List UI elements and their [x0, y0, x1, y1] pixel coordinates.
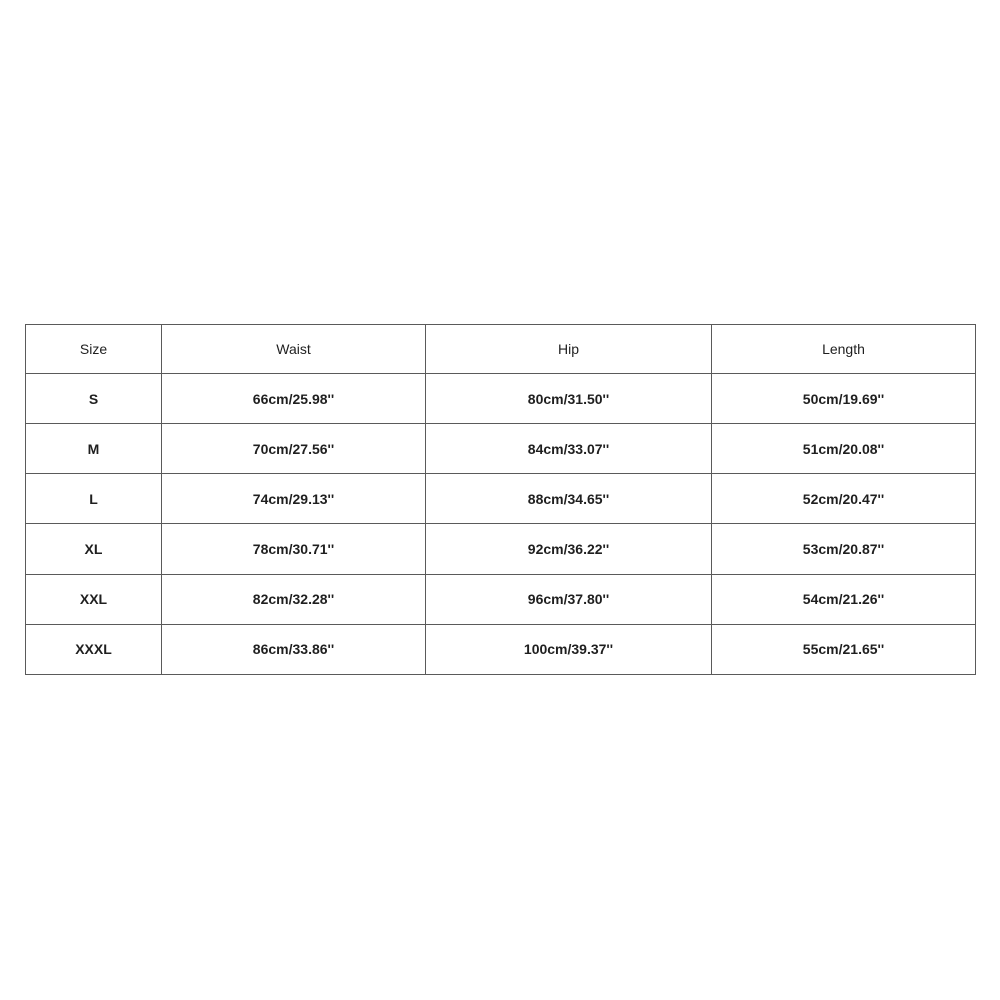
cell-hip: 100cm/39.37''	[426, 624, 712, 674]
cell-waist: 66cm/25.98''	[162, 374, 426, 424]
cell-hip: 92cm/36.22''	[426, 524, 712, 574]
table-row	[26, 374, 976, 424]
cell-hip: 88cm/34.65''	[426, 474, 712, 524]
cell-size: XL	[26, 524, 162, 574]
cell-length: 54cm/21.26''	[712, 574, 976, 624]
cell-waist: 82cm/32.28''	[162, 574, 426, 624]
cell-length: 55cm/21.65''	[712, 624, 976, 674]
table-row	[26, 424, 976, 474]
cell-size: XXL	[26, 574, 162, 624]
header-waist: Waist	[162, 325, 426, 374]
size-chart-table	[25, 324, 976, 675]
cell-waist: 78cm/30.71''	[162, 524, 426, 574]
header-length: Length	[712, 325, 976, 374]
cell-size: M	[26, 424, 162, 474]
table-row	[26, 524, 976, 574]
cell-hip: 84cm/33.07''	[426, 424, 712, 474]
header-size: Size	[26, 325, 162, 374]
cell-waist: 70cm/27.56''	[162, 424, 426, 474]
table-row	[26, 624, 976, 674]
cell-size: L	[26, 474, 162, 524]
cell-length: 50cm/19.69''	[712, 374, 976, 424]
cell-length: 53cm/20.87''	[712, 524, 976, 574]
cell-length: 52cm/20.47''	[712, 474, 976, 524]
table-row	[26, 474, 976, 524]
table-row	[26, 574, 976, 624]
cell-size: XXXL	[26, 624, 162, 674]
cell-length: 51cm/20.08''	[712, 424, 976, 474]
cell-size: S	[26, 374, 162, 424]
cell-hip: 80cm/31.50''	[426, 374, 712, 424]
cell-waist: 74cm/29.13''	[162, 474, 426, 524]
cell-waist: 86cm/33.86''	[162, 624, 426, 674]
cell-hip: 96cm/37.80''	[426, 574, 712, 624]
header-hip: Hip	[426, 325, 712, 374]
table-header-row	[26, 325, 976, 374]
